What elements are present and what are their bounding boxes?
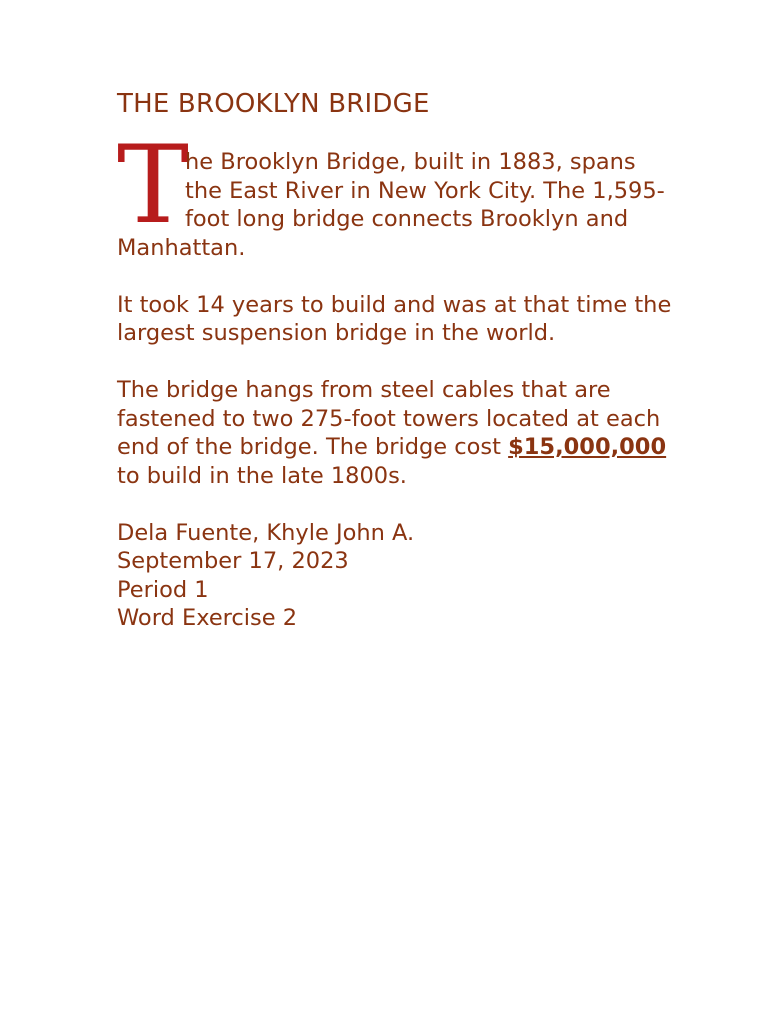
document-title: THE BROOKLYN BRIDGE bbox=[117, 89, 430, 119]
paragraph-construction: It took 14 years to build and was at that time the largest suspension bridge in the world. bbox=[117, 291, 672, 346]
drop-cap: T bbox=[117, 123, 190, 248]
paragraph-intro bbox=[117, 123, 677, 262]
exercise-label: Word Exercise 2 bbox=[117, 605, 298, 631]
paragraph-cables-end: to build in the late 1800s. bbox=[117, 462, 407, 489]
bridge-cost: $15,000,000 bbox=[508, 434, 667, 460]
paragraph-cables-text: The bridge hangs from steel cables that are fastened to two 275-foot towers located at each end of the bridge. The bridge cost bbox=[117, 377, 661, 460]
paragraph-intro-text: he Brooklyn Bridge, built in 1883, spans the East River in New York City. The 1,595-foot long bridge connects Brooklyn and Manhattan. bbox=[117, 149, 665, 261]
class-period: Period 1 bbox=[117, 576, 209, 603]
document-page bbox=[117, 86, 677, 633]
paragraph-spacer bbox=[117, 348, 677, 377]
paragraph-cables bbox=[117, 376, 677, 490]
document-date: September 17, 2023 bbox=[117, 548, 349, 574]
signature-block bbox=[117, 519, 677, 633]
author-name: Dela Fuente, Khyle John A. bbox=[117, 519, 415, 546]
paragraph-spacer bbox=[117, 262, 677, 291]
paragraph-spacer bbox=[117, 490, 677, 519]
